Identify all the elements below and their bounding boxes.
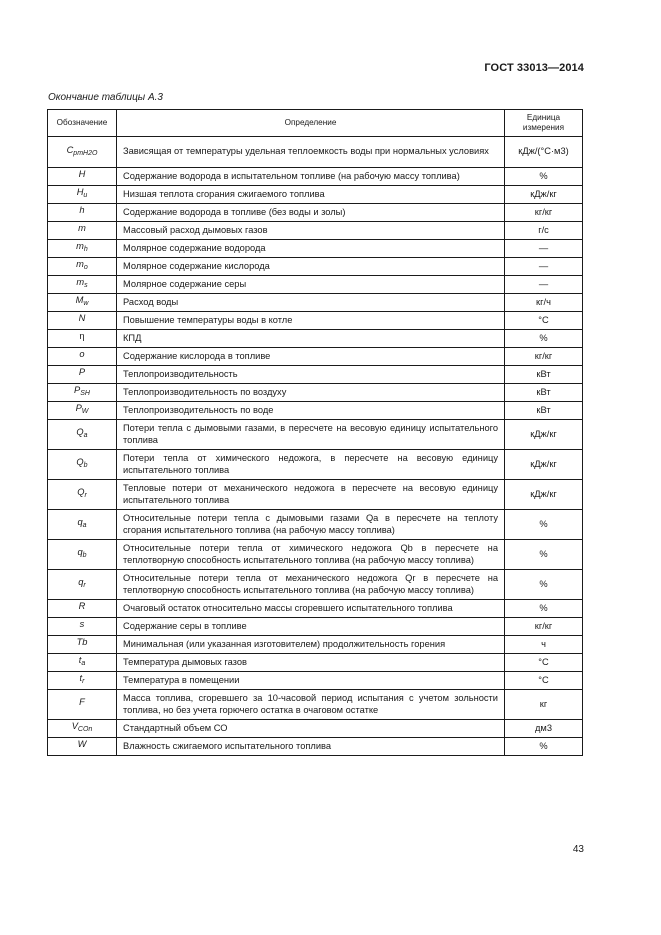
definition-cell: Теплопроизводительность по воде bbox=[117, 402, 505, 420]
unit-cell: % bbox=[505, 600, 583, 618]
unit-cell: — bbox=[505, 276, 583, 294]
definition-cell: Влажность сжигаемого испытательного топлива bbox=[117, 738, 505, 756]
symbol-cell: W bbox=[48, 738, 117, 756]
table-row bbox=[48, 294, 583, 312]
definition-cell: Расход воды bbox=[117, 294, 505, 312]
symbol-subscript: b bbox=[83, 462, 88, 470]
table-row bbox=[48, 258, 583, 276]
table-row bbox=[48, 240, 583, 258]
symbol-cell: $m_h$ bbox=[48, 240, 117, 258]
table-row bbox=[48, 720, 583, 738]
symbol-subscript: SH bbox=[80, 390, 90, 398]
unit-cell: кДж/кг bbox=[505, 186, 583, 204]
symbol-cell: $t_a$ bbox=[48, 654, 117, 672]
symbol-subscript: a bbox=[82, 522, 87, 530]
table-row bbox=[48, 690, 583, 720]
symbol-subscript: COn bbox=[77, 726, 93, 734]
definition-cell: Относительные потери тепла от химического недожога Qb в пересчете на теплотворную способность испытательного топлива (на рабочую массу топлива) bbox=[117, 540, 505, 570]
definition-cell: Молярное содержание серы bbox=[117, 276, 505, 294]
unit-cell: кДж/кг bbox=[505, 420, 583, 450]
unit-cell: кг/кг bbox=[505, 618, 583, 636]
table-row bbox=[48, 168, 583, 186]
page-number: 43 bbox=[572, 844, 584, 855]
definition-cell: Очаговый остаток относительно массы сгоревшего испытательного топлива bbox=[117, 600, 505, 618]
symbol-cell: R bbox=[48, 600, 117, 618]
column-header: Единица измерения bbox=[505, 110, 583, 137]
symbol-subscript: pmH2O bbox=[73, 149, 98, 157]
definition-cell: Содержание серы в топливе bbox=[117, 618, 505, 636]
symbol-subscript: a bbox=[81, 660, 86, 668]
table-row bbox=[48, 222, 583, 240]
symbol-cell: η bbox=[48, 330, 117, 348]
symbol-cell: h bbox=[48, 204, 117, 222]
symbol-subscript: s bbox=[84, 282, 88, 290]
unit-cell: кВт bbox=[505, 366, 583, 384]
unit-cell: % bbox=[505, 738, 583, 756]
unit-cell: % bbox=[505, 168, 583, 186]
symbol-cell: $V_{COn}$ bbox=[48, 720, 117, 738]
unit-cell: кВт bbox=[505, 384, 583, 402]
table-row bbox=[48, 204, 583, 222]
table-row bbox=[48, 654, 583, 672]
symbol-cell: $q_a$ bbox=[48, 510, 117, 540]
symbol-subscript: r bbox=[84, 492, 87, 500]
unit-cell: °С bbox=[505, 654, 583, 672]
symbol-cell: Tb bbox=[48, 636, 117, 654]
table-row bbox=[48, 618, 583, 636]
symbol-cell: $m_s$ bbox=[48, 276, 117, 294]
definition-cell: Температура в помещении bbox=[117, 672, 505, 690]
symbol-cell: $P_{SH}$ bbox=[48, 384, 117, 402]
table-row bbox=[48, 312, 583, 330]
symbol-subscript: o bbox=[83, 264, 88, 272]
unit-cell: % bbox=[505, 570, 583, 600]
symbol-subscript: a bbox=[83, 432, 88, 440]
table-row bbox=[48, 636, 583, 654]
definition-cell: Температура дымовых газов bbox=[117, 654, 505, 672]
table-row bbox=[48, 384, 583, 402]
unit-cell: % bbox=[505, 510, 583, 540]
symbol-subscript: h bbox=[83, 246, 88, 254]
definition-cell: Молярное содержание водорода bbox=[117, 240, 505, 258]
definition-cell: Содержание водорода в топливе (без воды и золы) bbox=[117, 204, 505, 222]
symbol-subscript: r bbox=[82, 678, 85, 686]
unit-cell: кг/кг bbox=[505, 204, 583, 222]
definition-cell: Относительные потери тепла с дымовыми газами Qa в пересчете на теплоту сгорания испытательного топлива (на рабочую массу топлива) bbox=[117, 510, 505, 540]
unit-cell: — bbox=[505, 240, 583, 258]
column-header: Определение bbox=[117, 110, 505, 137]
definition-cell: Минимальная (или указанная изготовителем) продолжительность горения bbox=[117, 636, 505, 654]
definition-cell: Относительные потери тепла от механического недожога Qr в пересчете на теплотворную способность испытательного топлива (на рабочую массу топлива) bbox=[117, 570, 505, 600]
definition-cell: Теплопроизводительность по воздуху bbox=[117, 384, 505, 402]
standard-number: ГОСТ 33013—2014 bbox=[484, 62, 584, 74]
definition-cell: Низшая теплота сгорания сжигаемого топлива bbox=[117, 186, 505, 204]
unit-cell: кг bbox=[505, 690, 583, 720]
table-row bbox=[48, 738, 583, 756]
table-row bbox=[48, 672, 583, 690]
symbol-cell: $q_b$ bbox=[48, 540, 117, 570]
symbol-cell: $m_o$ bbox=[48, 258, 117, 276]
symbol-subscript: u bbox=[83, 192, 88, 200]
definition-cell: Повышение температуры воды в котле bbox=[117, 312, 505, 330]
definition-cell: Содержание водорода в испытательном топливе (на рабочую массу топлива) bbox=[117, 168, 505, 186]
table-row bbox=[48, 348, 583, 366]
definition-cell: КПД bbox=[117, 330, 505, 348]
table-row bbox=[48, 330, 583, 348]
column-header: Обозначение bbox=[48, 110, 117, 137]
table-row bbox=[48, 276, 583, 294]
unit-cell: % bbox=[505, 330, 583, 348]
unit-cell: дм3 bbox=[505, 720, 583, 738]
unit-cell: °С bbox=[505, 312, 583, 330]
table-row bbox=[48, 600, 583, 618]
definition-cell: Масса топлива, сгоревшего за 10-часовой период испытания с учетом зольности топлива, но без учета горючего остатка в очаговом остатке bbox=[117, 690, 505, 720]
table-row bbox=[48, 366, 583, 384]
table-row bbox=[48, 137, 583, 168]
definition-cell: Стандартный объем СО bbox=[117, 720, 505, 738]
unit-cell: г/с bbox=[505, 222, 583, 240]
unit-cell: кДж/(°С·м3) bbox=[505, 137, 583, 168]
symbols-table bbox=[47, 109, 583, 756]
definition-cell: Содержание кислорода в топливе bbox=[117, 348, 505, 366]
symbol-cell: $H_u$ bbox=[48, 186, 117, 204]
definition-cell: Тепловые потери от механического недожога в пересчете на весовую единицу испытательного топлива bbox=[117, 480, 505, 510]
symbol-cell: $q_r$ bbox=[48, 570, 117, 600]
symbol-subscript: r bbox=[83, 582, 86, 590]
table-row bbox=[48, 186, 583, 204]
definition-cell: Потери тепла с дымовыми газами, в пересчете на весовую единицу испытательного топлива bbox=[117, 420, 505, 450]
symbol-cell: m bbox=[48, 222, 117, 240]
symbol-cell: $M_w$ bbox=[48, 294, 117, 312]
unit-cell: — bbox=[505, 258, 583, 276]
unit-cell: кДж/кг bbox=[505, 450, 583, 480]
unit-cell: % bbox=[505, 540, 583, 570]
unit-cell: кДж/кг bbox=[505, 480, 583, 510]
table-header-row bbox=[48, 110, 583, 137]
symbol-cell: $Q_b$ bbox=[48, 450, 117, 480]
definition-cell: Зависящая от температуры удельная теплоемкость воды при нормальных условиях bbox=[117, 137, 505, 168]
unit-cell: кг/кг bbox=[505, 348, 583, 366]
symbol-cell: o bbox=[48, 348, 117, 366]
unit-cell: кг/ч bbox=[505, 294, 583, 312]
unit-cell: °С bbox=[505, 672, 583, 690]
definition-cell: Молярное содержание кислорода bbox=[117, 258, 505, 276]
unit-cell: кВт bbox=[505, 402, 583, 420]
unit-cell: ч bbox=[505, 636, 583, 654]
table-row bbox=[48, 420, 583, 450]
definition-cell: Теплопроизводительность bbox=[117, 366, 505, 384]
symbol-cell: H bbox=[48, 168, 117, 186]
table-row bbox=[48, 480, 583, 510]
symbol-cell: $P_W$ bbox=[48, 402, 117, 420]
symbol-cell: $Q_a$ bbox=[48, 420, 117, 450]
table-row bbox=[48, 570, 583, 600]
symbol-subscript: W bbox=[81, 408, 89, 416]
symbol-cell: N bbox=[48, 312, 117, 330]
table-row bbox=[48, 402, 583, 420]
symbol-cell: $C_{pmH2O}$ bbox=[48, 137, 117, 168]
symbol-cell: $t_r$ bbox=[48, 672, 117, 690]
definition-cell: Потери тепла от химического недожога, в пересчете на весовую единицу испытательного топлива bbox=[117, 450, 505, 480]
symbol-cell: F bbox=[48, 690, 117, 720]
symbol-cell: P bbox=[48, 366, 117, 384]
symbol-cell: s bbox=[48, 618, 117, 636]
symbol-cell: $Q_r$ bbox=[48, 480, 117, 510]
table-row bbox=[48, 510, 583, 540]
table-caption: Окончание таблицы А.3 bbox=[48, 92, 163, 103]
definition-cell: Массовый расход дымовых газов bbox=[117, 222, 505, 240]
symbol-subscript: b bbox=[82, 552, 87, 560]
table-row bbox=[48, 450, 583, 480]
table-row bbox=[48, 540, 583, 570]
symbol-subscript: w bbox=[83, 300, 89, 308]
